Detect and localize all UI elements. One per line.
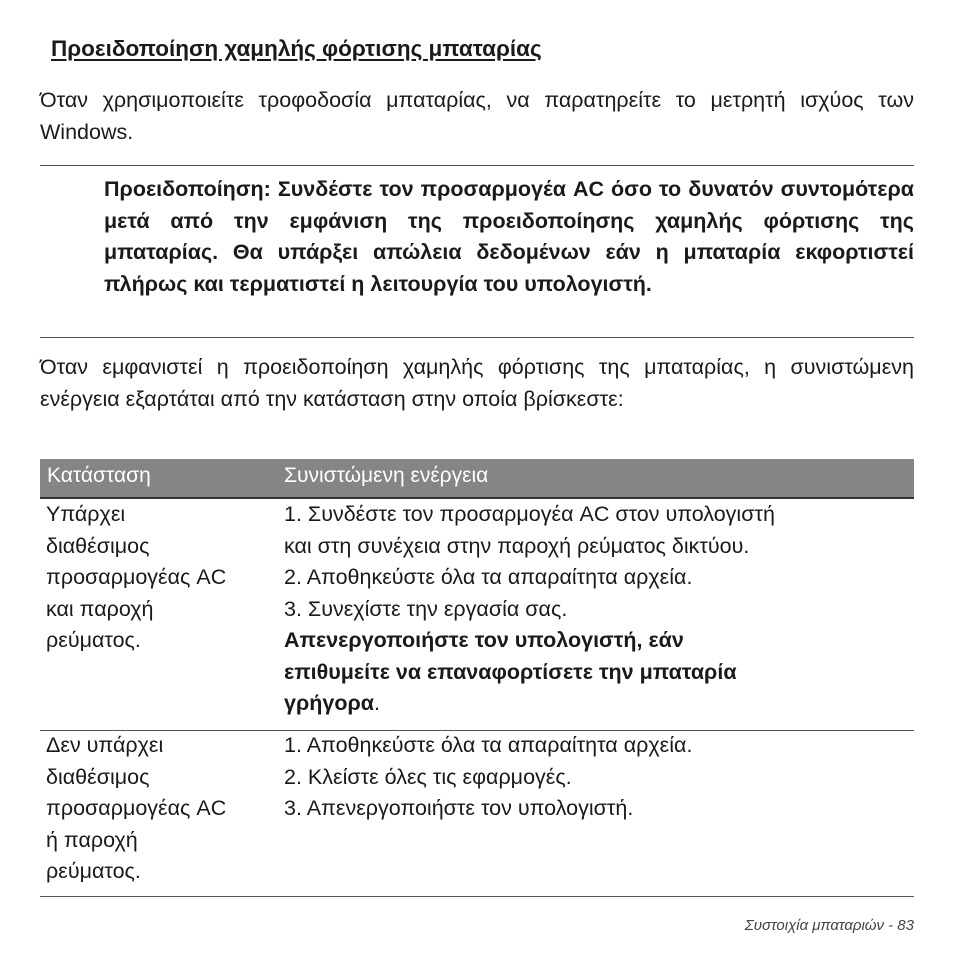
state-line: ή παροχή <box>46 827 138 852</box>
state-line: ρεύματος. <box>46 859 141 883</box>
state-line: προσαρμογέας AC <box>46 565 227 589</box>
action-paragraph: Όταν εμφανιστεί η προειδοποίηση χαμηλής φόρτισης της μπαταρίας, η συνιστώμενη ενέργεια εξαρτάται από την κατάσταση στην οποία βρίσκεστε: <box>40 355 914 411</box>
state-line: διαθέσιμος <box>46 764 150 789</box>
state-line: ρεύματος. <box>46 628 141 652</box>
action-line: 1. Αποθηκεύστε όλα τα απαραίτητα αρχεία. <box>284 733 693 757</box>
warning-note: Προειδοποίηση: Συνδέστε τον προσαρμογέα AC όσο το δυνατόν συντομότερα μετά από την εμφάνιση της προειδοποίησης χαμηλής φόρτισης της μπαταρίας. Θα υπάρξει απώλεια δεδομένων εάν η μπαταρία εκφορτιστεί πλήρως και τερματιστεί η λειτουργία του υπολογιστή. <box>104 177 914 296</box>
section-heading: Προειδοποίηση χαμηλής φόρτισης μπαταρίας <box>51 36 542 61</box>
action-line: 3. Συνεχίστε την εργασία σας. <box>284 596 568 621</box>
state-line: προσαρμογέας AC <box>46 796 227 820</box>
action-line: 2. Κλείστε όλες τις εφαρμογές. <box>284 764 572 789</box>
table-bottom-rule <box>40 896 914 897</box>
bold-note-period: . <box>374 691 380 715</box>
action-line: και στη συνέχεια στην παροχή ρεύματος δικτύου. <box>284 533 750 558</box>
column-header-state: Κατάσταση <box>47 464 151 487</box>
action-line: 2. Αποθηκεύστε όλα τα απαραίτητα αρχεία. <box>284 565 693 589</box>
column-header-action: Συνιστώμενη ενέργεια <box>284 464 489 487</box>
table-row-2-actions <box>284 730 692 825</box>
bold-note-line: επιθυμείτε να επαναφορτίσετε την μπαταρία <box>284 659 737 684</box>
state-line: Υπάρχει <box>46 502 126 526</box>
table-row-1-actions <box>284 499 775 720</box>
warning-top-rule <box>40 165 914 166</box>
bold-note-last-line <box>284 688 775 720</box>
table-header <box>40 459 914 499</box>
bold-note-line: Απενεργοποιήστε τον υπολογιστή, εάν <box>284 628 684 652</box>
action-line: 1. Συνδέστε τον προσαρμογέα AC στον υπολογιστή <box>284 502 775 526</box>
state-line: Δεν υπάρχει <box>46 733 164 757</box>
bold-note-text: γρήγορα <box>284 691 374 715</box>
state-line: και παροχή <box>46 596 154 621</box>
state-line: διαθέσιμος <box>46 533 150 558</box>
intro-paragraph: Όταν χρησιμοποιείτε τροφοδοσία μπαταρίας, να παρατηρείτε το μετρητή ισχύος των Windows. <box>40 88 914 144</box>
warning-bottom-rule <box>40 337 914 338</box>
table-row-2-state <box>46 730 226 888</box>
action-line: 3. Απενεργοποιήστε τον υπολογιστή. <box>284 796 634 820</box>
table-row-1-state <box>46 499 226 657</box>
page-footer: Συστοιχία μπαταριών - 83 <box>744 917 914 934</box>
